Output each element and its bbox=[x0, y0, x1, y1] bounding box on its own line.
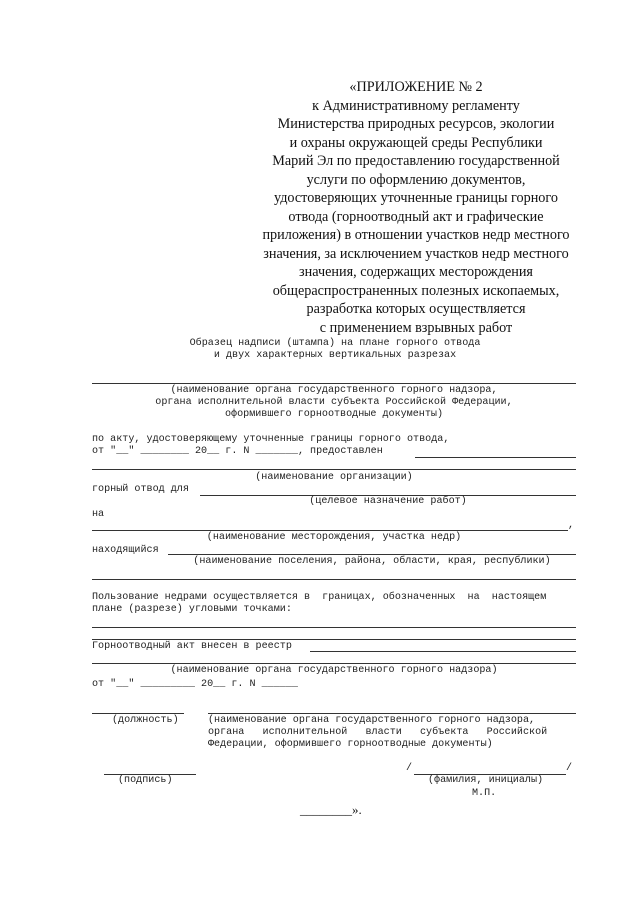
deposit-caption: (наименование месторождения, участка недр) bbox=[206, 532, 462, 543]
registry-line bbox=[310, 651, 576, 652]
authority-caption-long-3: Федерации, оформившего горноотводные документы) bbox=[208, 739, 493, 750]
mining-allotment-label: горный отвод для bbox=[92, 484, 189, 495]
header-line: значения, содержащих месторождения bbox=[299, 264, 533, 280]
corner-points-line-2 bbox=[92, 639, 576, 640]
settlement-caption: (наименование поселения, района, области, края, республики) bbox=[193, 556, 551, 567]
authority-caption-2: органа исполнительной власти субъекта Российской Федерации, bbox=[155, 397, 513, 408]
header-line: и охраны окружающей среды Республики bbox=[289, 134, 543, 151]
act-line-1: по акту, удостоверяющему уточненные границы горного отвода, bbox=[92, 434, 450, 445]
header-line: к Административному регламенту bbox=[312, 97, 520, 114]
position-caption: (должность) bbox=[112, 715, 179, 726]
stamp-place: М.П. bbox=[472, 788, 497, 799]
header-line: удостоверяющих уточненные границы горного bbox=[274, 190, 558, 206]
authority-signature-line bbox=[208, 713, 576, 714]
appendix-header bbox=[238, 78, 594, 337]
deposit-line bbox=[92, 530, 568, 531]
settlement-line bbox=[168, 554, 576, 555]
authority-name-line bbox=[92, 383, 576, 384]
registry-authority-caption: (наименование органа государственного горного надзора) bbox=[170, 665, 498, 676]
sample-title-line-1: Образец надписи (штампа) на плане горного отвода bbox=[189, 338, 481, 349]
on-label: на bbox=[92, 509, 105, 520]
authority-caption-long-2: органа исполнительной власти субъекта Российской bbox=[208, 727, 548, 738]
signature-caption: (подпись) bbox=[118, 775, 173, 786]
authority-caption-1: (наименование органа государственного горного надзора, bbox=[170, 385, 498, 396]
registry-label: Горноотводный акт внесен в реестр bbox=[92, 641, 292, 652]
usage-line-1: Пользование недрами осуществляется в границах, обозначенных на настоящем bbox=[92, 592, 547, 603]
authority-caption-3: оформившего горноотводные документы) bbox=[224, 409, 444, 420]
located-label: находящийся bbox=[92, 545, 159, 556]
comma: , bbox=[568, 520, 575, 531]
granted-to-line bbox=[415, 457, 576, 458]
act-line-2: от "__" ________ 20__ г. N _______, предоставлен bbox=[92, 446, 383, 457]
header-line: отвода (горноотводный акт и графические bbox=[288, 208, 544, 225]
header-line: Министерства природных ресурсов, экологии bbox=[277, 116, 555, 132]
organization-caption: (наименование организации) bbox=[255, 472, 413, 483]
sample-title-line-2: и двух характерных вертикальных разрезах bbox=[213, 350, 457, 361]
position-line bbox=[92, 713, 184, 714]
slash-left: / bbox=[406, 763, 413, 774]
header-line: с применением взрывных работ bbox=[319, 319, 513, 336]
header-line: значения, за исключением участков недр местного bbox=[263, 245, 569, 262]
registry-authority-line bbox=[92, 663, 576, 664]
slash-right: / bbox=[566, 763, 573, 774]
header-line: Марий Эл по предоставлению государственной bbox=[272, 153, 560, 169]
purpose-caption: (целевое назначение работ) bbox=[309, 496, 467, 507]
corner-points-line-1 bbox=[92, 627, 576, 628]
header-line: услуги по оформлению документов, bbox=[306, 171, 526, 188]
organization-line bbox=[92, 469, 576, 470]
settlement-line-2 bbox=[92, 579, 576, 580]
registry-date-line: от "__" _________ 20__ г. N ______ bbox=[92, 679, 298, 690]
header-line: «ПРИЛОЖЕНИЕ № 2 bbox=[349, 79, 483, 95]
closing-mark: ________». bbox=[300, 802, 362, 817]
usage-line-2: плане (разрезе) угловыми точками: bbox=[92, 604, 292, 615]
full-name-caption: (фамилия, инициалы) bbox=[428, 775, 544, 786]
header-line: приложения) в отношении участков недр местного bbox=[262, 227, 570, 243]
authority-caption-long-1: (наименование органа государственного горного надзора, bbox=[208, 715, 536, 726]
header-line: разработка которых осуществляется bbox=[306, 301, 526, 317]
header-line: общераспространенных полезных ископаемых, bbox=[272, 282, 560, 299]
